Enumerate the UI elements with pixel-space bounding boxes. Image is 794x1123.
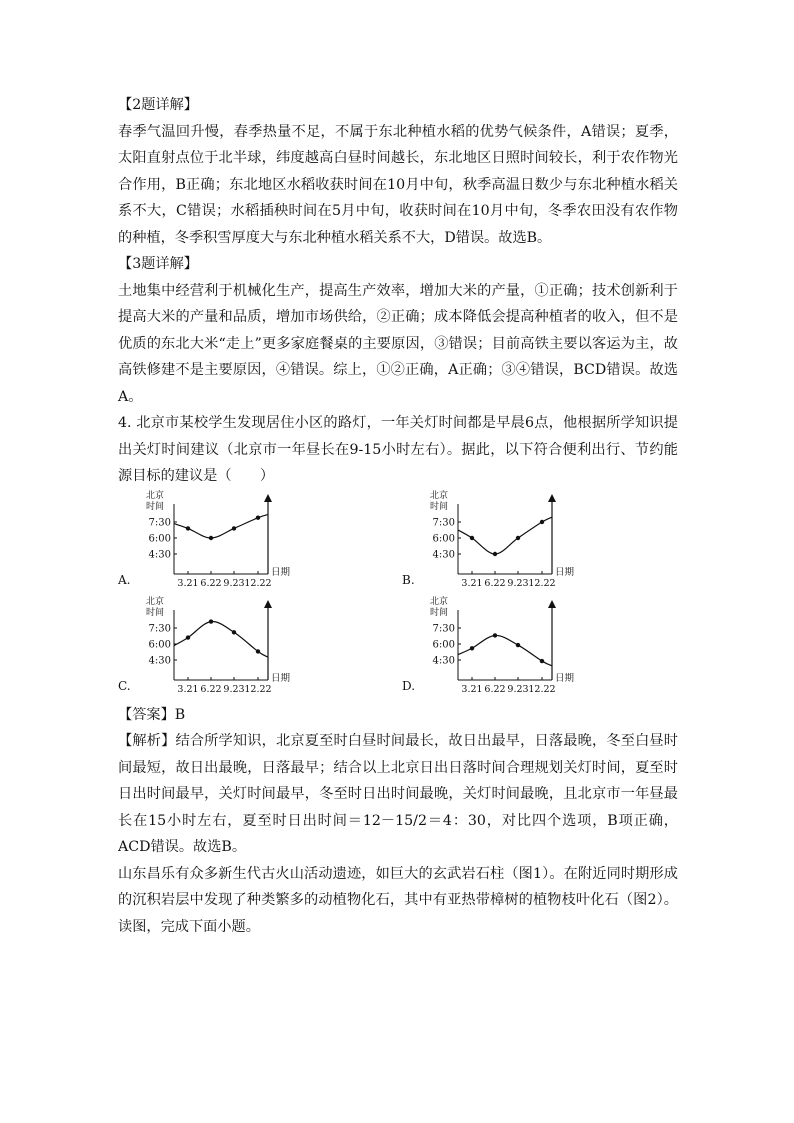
data-point-c-1: [209, 619, 213, 623]
arrow-head-c: [264, 600, 272, 608]
ylabel-a-1: 时间: [146, 501, 165, 512]
chart-a-svg: [118, 490, 291, 594]
chart-d: [402, 596, 575, 700]
ylabel-b-0: 北京: [430, 490, 449, 501]
xtick-label-a-2: 9.23: [223, 577, 245, 589]
xtick-label-b-1: 6.22: [484, 577, 506, 589]
series-line-d: [458, 635, 552, 665]
data-point-a-1: [209, 535, 213, 539]
ylabel-c-0: 北京: [146, 596, 165, 607]
ytick-label-b-2: 4:30: [432, 549, 455, 560]
xtick-label-a-1: 6.22: [200, 577, 222, 589]
arrow-head-a: [264, 494, 272, 502]
ytick-label-b-0: 7:30: [432, 517, 455, 528]
xtick-label-a-3: 12.22: [244, 577, 272, 589]
option-label-a: A.: [118, 572, 131, 587]
ytick-label-a-2: 4:30: [148, 549, 171, 560]
option-charts: [118, 492, 678, 702]
data-point-c-2: [232, 630, 236, 634]
q3-heading: 【3题详解】: [118, 256, 198, 272]
ytick-label-b-1: 6:00: [432, 533, 455, 544]
data-point-b-1: [493, 551, 497, 555]
data-point-c-0: [186, 635, 190, 639]
chart-a: [118, 490, 291, 594]
ytick-label-a-0: 7:30: [148, 517, 171, 528]
series-line-b: [458, 517, 552, 554]
option-label-b: B.: [402, 572, 415, 587]
q2-heading: 【2题详解】: [118, 97, 198, 113]
xtick-label-b-2: 9.23: [507, 577, 529, 589]
ytick-label-c-1: 6:00: [148, 639, 171, 650]
intro-passage: 山东昌乐有众多新生代古火山活动遗迹，如巨大的玄武岩石柱（图1）。在附近同时期形成的沉积岩层中发现了种类繁多的动植物化石，其中有亚热带樟树的植物枝叶化石（图2）。读图，完成下面小题。: [118, 865, 678, 935]
xtick-label-c-3: 12.22: [244, 683, 272, 695]
ytick-label-d-1: 6:00: [432, 639, 455, 650]
data-point-d-2: [516, 642, 520, 646]
arrow-head-d: [548, 600, 556, 608]
option-label-c: C.: [118, 678, 131, 693]
xtick-label-d-3: 12.22: [528, 683, 556, 695]
document-page: [118, 92, 678, 940]
ytick-label-c-0: 7:30: [148, 623, 171, 634]
chart-d-svg: [402, 596, 575, 700]
data-point-d-0: [470, 646, 474, 650]
ylabel-d-1: 时间: [430, 607, 449, 618]
data-point-b-0: [470, 535, 474, 539]
xtick-label-d-1: 6.22: [484, 683, 506, 695]
xlabel-a: 日期: [271, 566, 291, 578]
xlabel-d: 日期: [555, 672, 575, 684]
ytick-label-c-2: 4:30: [148, 655, 171, 666]
analysis: 【解析】结合所学知识，北京夏至时白昼时间最长，故日出最早，日落最晚，冬至白昼时间最短，故日出最晚，日落最早；结合以上北京日出日落时间合理规划关灯时间，夏至时日出时间最早，关灯时间最早，冬至时日出时间最晚，关灯时间最晚，且北京市一年昼最长在15小时左右，夏至时日出时间＝12－15/2＝4：30，对比四个选项，B项正确，ACD错误。故选B。: [118, 733, 678, 855]
chart-c: [118, 596, 291, 700]
q2-body: 春季气温回升慢，春季热量不足，不属于东北种植水稻的优势气候条件，A错误；夏季，太阳直射点位于北半球，纬度越高白昼时间越长，东北地区日照时间较长，利于农作物光合作用，B正确；东北地区水稻收获时间在10月中旬，秋季高温日数少与东北种植水稻关系不大，C错误；水稻插秧时间在5月中旬，收获时间在10月中旬，冬季农田没有农作物的种植，冬季积雪厚度大与东北种植水稻关系不大，D错误。故选B。: [118, 123, 678, 246]
ytick-label-d-0: 7:30: [432, 623, 455, 634]
xtick-label-c-2: 9.23: [223, 683, 245, 695]
xtick-label-b-3: 12.22: [528, 577, 556, 589]
data-point-a-2: [232, 526, 236, 530]
xtick-label-b-0: 3.21: [461, 577, 483, 589]
xtick-label-a-0: 3.21: [177, 577, 199, 589]
ylabel-d-0: 北京: [430, 596, 449, 607]
ylabel-b-1: 时间: [430, 501, 449, 512]
data-point-b-3: [540, 519, 544, 523]
xlabel-c: 日期: [271, 672, 291, 684]
xtick-label-c-1: 6.22: [200, 683, 222, 695]
arrow-head-b: [548, 494, 556, 502]
data-point-a-3: [256, 515, 260, 519]
data-point-c-3: [256, 649, 260, 653]
chart-b-svg: [402, 490, 575, 594]
data-point-b-2: [516, 535, 520, 539]
data-point-a-0: [186, 526, 190, 530]
xtick-label-d-0: 3.21: [461, 683, 483, 695]
xtick-label-d-2: 9.23: [507, 683, 529, 695]
ylabel-a-0: 北京: [146, 490, 165, 501]
xlabel-b: 日期: [555, 566, 575, 578]
chart-b: [402, 490, 575, 594]
data-point-d-1: [493, 633, 497, 637]
xtick-label-c-0: 3.21: [177, 683, 199, 695]
ytick-label-a-1: 6:00: [148, 533, 171, 544]
q4-stem: 4. 北京市某校学生发现居住小区的路灯，一年关灯时间都是早晨6点，他根据所学知识提出关灯时间建议（北京市一年昼长在9-15小时左右）。据此，以下符合便利出行、节约能源目标的建议是（ ）: [118, 415, 678, 484]
q3-body: 土地集中经营利于机械化生产，提高生产效率，增加大米的产量，①正确；技术创新利于提高大米的产量和品质，增加市场供给，②正确；成本降低会提高种植者的收入，但不是优质的东北大米“走上”更多家庭餐桌的主要原因，③错误；目前高铁主要以客运为主，故高铁修建不是主要原因，④错误。综上，①②正确，A正确；③④错误，BCD错误。故选A。: [118, 282, 678, 405]
option-label-d: D.: [402, 678, 416, 693]
ytick-label-d-2: 4:30: [432, 655, 455, 666]
ylabel-c-1: 时间: [146, 607, 165, 618]
chart-c-svg: [118, 596, 291, 700]
data-point-d-3: [540, 658, 544, 662]
answer: 【答案】B: [118, 706, 186, 723]
